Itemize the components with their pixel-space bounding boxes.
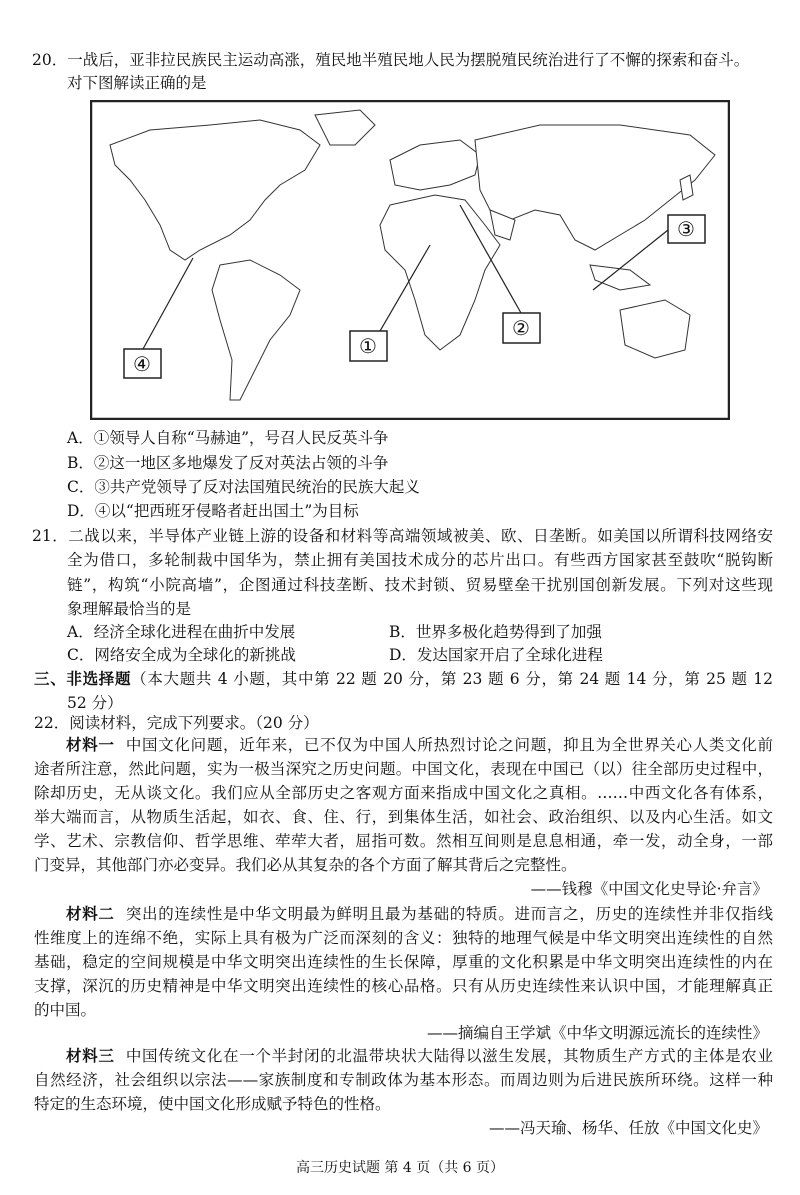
q20-option-b: B．②这一地区多地爆发了反对英法占领的斗争 — [67, 454, 389, 472]
japan — [680, 175, 693, 200]
material-2-line — [66, 903, 773, 925]
section3-heading — [34, 668, 773, 690]
material-1-line: 除却历史，无从谈文化。我们应从全部历史之客观方面来指成中国文化之真相。……中西文化各有体系， — [34, 784, 773, 802]
material-3-line: 特定的生态环境，使中国文化形成赋予特色的性格。 — [34, 1095, 391, 1113]
material-3-line: 自然经济，社会组织以宗法——家族制度和专制政体为基本形态。而周边则为后进民族所环绕。这样一种 — [34, 1071, 773, 1089]
material-2-label: 材料二 — [66, 904, 115, 923]
material-2-source: ——摘编自王学斌《中华文明源远流长的连续性》 — [426, 1024, 768, 1042]
section3-note-cont: 52 分） — [67, 694, 123, 712]
material-1-text: 中国文化问题，近年来，已不仅为中国人所热烈讨论之问题，抑且为全世界关心人类文化前 — [125, 736, 773, 754]
q21-stem-line: 象理解最恰当的是 — [67, 600, 192, 618]
map-label-1: ① — [359, 334, 377, 358]
map-label-4: ④ — [133, 352, 151, 376]
material-2-line: 的中国。 — [34, 1001, 97, 1019]
q20-stem-line: 对下图解读正确的是 — [67, 74, 207, 92]
map-label-2: ② — [512, 316, 530, 340]
world-map — [90, 100, 730, 420]
material-1-line: 学、艺术、宗教信仰、哲学思维、荦荦大者，屈指可数。然相互间则是息息相通，牵一发，动全身，一部 — [34, 832, 773, 850]
q21-stem-line: 21．二战以来，半导体产业链上游的设备和材料等高端领域被美、欧、日垄断。如美国以所谓科技网络安 — [32, 527, 773, 545]
q20-stem-line: 20．一战后，亚非拉民族民主运动高涨，殖民地半殖民地人民为摆脱殖民统治进行了不懈的探索和奋斗。 — [32, 51, 750, 69]
q21-option-b: B．世界多极化趋势得到了加强 — [389, 623, 602, 641]
q21-stem-line: 链”，构筑“小院高墙”，企图通过科技垄断、技术封锁、贸易壁垒干扰别国创新发展。下列对这些现 — [67, 576, 773, 594]
q20-option-c: C．③共产党领导了反对法国殖民统治的民族大起义 — [67, 478, 420, 496]
material-3-line — [66, 1045, 773, 1067]
section3-title: 三、非选择题 — [34, 669, 132, 688]
material-3-label: 材料三 — [66, 1046, 115, 1065]
q22-header: 22．阅读材料，完成下列要求。（20 分） — [34, 714, 319, 732]
material-2-text: 突出的连续性是中华文明最为鲜明且最为基础的特质。进而言之，历史的连续性并非仅指线 — [125, 905, 773, 923]
material-1-line: 门变异，其他部门亦必变异。我们必从其复杂的各个方面了解其背后之完整性。 — [34, 856, 577, 874]
material-2-line: 基础，稳定的空间规模是中华文明突出连续性的生长保障，厚重的文化积累是中华文明突出连续性的内在 — [34, 953, 773, 971]
material-1-line: 举大端而言，从物质生活起，如衣、食、住、行，到集体生活，如社会、政治组织、以及内心生活。如文 — [34, 808, 773, 826]
material-1-source: ——钱穆《中国文化史导论·弁言》 — [530, 880, 768, 898]
material-3-source: ——冯天瑜、杨华、任放《中国文化史》 — [488, 1119, 768, 1137]
page-footer: 高三历史试题 第 4 页（共 6 页） — [295, 1160, 505, 1176]
material-2-line: 支撑，深沉的历史精神是中华文明突出连续性的核心品格。只有从历史连续性来认识中国，才能理解真正 — [34, 977, 773, 995]
material-1-line — [66, 734, 773, 756]
q21-option-d: D．发达国家开启了全球化进程 — [389, 646, 603, 664]
q21-stem-line: 全为借口，多轮制裁中国华为，禁止拥有美国技术成分的芯片出口。有些西方国家甚至鼓吹“脱钩断 — [67, 551, 773, 569]
material-3-text: 中国传统文化在一个半封闭的北温带块状大陆得以滋生发展，其物质生产方式的主体是农业 — [125, 1047, 773, 1065]
q21-option-c: C．网络安全成为全球化的新挑战 — [67, 646, 296, 664]
q20-option-a: A．①领导人自称“马赫迪”，号召人民反英斗争 — [67, 429, 389, 447]
material-1-line: 途者所注意，然此问题，实为一极当深究之历史问题。中国文化，表现在中国已（以）往全部历史过程中， — [34, 760, 773, 778]
q20-option-d: D．④以“把西班牙侵略者赶出国土”为目标 — [67, 502, 359, 520]
section3-note: （本大题共 4 小题，其中第 22 题 20 分，第 23 题 6 分，第 24 题 14 分，第 25 题 12 — [131, 670, 773, 688]
map-label-3: ③ — [677, 217, 695, 241]
material-1-label: 材料一 — [66, 735, 115, 754]
q21-option-a: A．经济全球化进程在曲折中发展 — [67, 623, 296, 641]
material-2-line: 性维度上的连绵不绝，实际上具有极为广泛而深刻的含义：独特的地理气候是中华文明突出连续性的自然 — [34, 929, 773, 947]
